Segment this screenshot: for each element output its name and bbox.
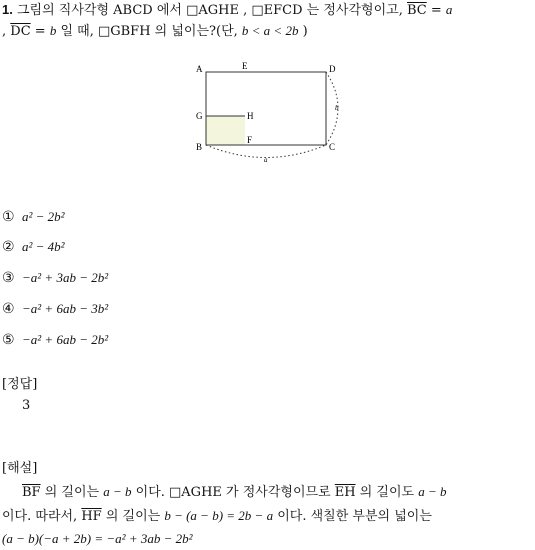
choice-2-number: ②	[2, 239, 15, 255]
equals-sign-2: =	[30, 24, 50, 39]
shaded-region-gbfh	[206, 116, 245, 145]
label-side-a: a	[264, 156, 268, 164]
question-line-1	[2, 1, 452, 20]
sol-text-2b: 의 길이는	[101, 509, 165, 524]
sol-math-1: a − b	[103, 484, 132, 499]
label-a: A	[196, 64, 203, 74]
question-line-2	[2, 22, 308, 41]
sol-text-1a: 의 길이는	[40, 485, 104, 500]
choice-3[interactable]	[2, 269, 108, 288]
choice-3-text: −a² + 3ab − 2b²	[22, 270, 109, 285]
solution-line-3: (a − b)(−a + 2b) = −a² + 3ab − 2b²	[2, 531, 193, 546]
choice-5[interactable]	[2, 331, 108, 350]
condition: b < a < 2b	[241, 23, 299, 38]
segment-dc: $\overline{DC}$	[10, 24, 31, 39]
question-number: 1.	[2, 2, 13, 17]
choice-5-number: ⑤	[2, 332, 15, 348]
segment-bc: $\overline{BC}$	[406, 3, 427, 18]
choice-4-text: −a² + 6ab − 3b²	[22, 301, 109, 316]
sol-math-1b: a − b	[418, 484, 447, 499]
choice-5-text: −a² + 6ab − 2b²	[22, 332, 109, 347]
label-c: C	[329, 142, 336, 152]
sol-text-2a: 이다. 따라서,	[2, 509, 82, 524]
choice-3-number: ③	[2, 270, 15, 286]
choice-1[interactable]	[2, 208, 65, 227]
close-paren: )	[298, 24, 308, 39]
answer-title: [정답]	[2, 377, 38, 392]
segment-eh: $\overline{EH}$	[334, 485, 356, 500]
choice-1-text: a² − 2b²	[22, 209, 65, 224]
var-b: b	[49, 23, 57, 38]
label-side-b: b	[335, 104, 339, 112]
rectangle-figure	[190, 58, 355, 166]
choice-2-text: a² − 4b²	[22, 239, 65, 254]
segment-bf: $\overline{BF}$	[22, 485, 41, 500]
label-e: E	[242, 61, 248, 71]
choice-4[interactable]	[2, 300, 108, 319]
segment-hf: $\overline{HF}$	[81, 509, 102, 524]
sol-text-1b: 이다. □AGHE 가 정사각형이므로	[131, 485, 335, 500]
comma: ,	[2, 24, 11, 39]
answer-value: 3	[22, 398, 31, 413]
label-g: G	[196, 111, 203, 121]
question-text-1: 그림의 직사각형 ABCD 에서 □AGHE , □EFCD 는 정사각형이고,	[16, 3, 407, 18]
label-b: B	[196, 142, 203, 152]
equals-sign: =	[426, 3, 446, 18]
solution-line-1	[22, 481, 447, 504]
sol-text-2c: 이다. 색칠한 부분의 넓이는	[273, 509, 432, 524]
label-h: H	[247, 111, 254, 121]
sol-text-1c: 의 길이도	[355, 485, 419, 500]
solution-title: [해설]	[2, 461, 38, 476]
choice-4-number: ④	[2, 301, 15, 317]
solution-line-2	[2, 505, 432, 528]
choice-2[interactable]	[2, 238, 65, 257]
label-f: F	[247, 135, 253, 145]
choice-1-number: ①	[2, 209, 15, 225]
question-text-2: 일 때, □GBFH 의 넓이는?(단,	[56, 24, 242, 39]
sol-math-2: b − (a − b) = 2b − a	[164, 508, 274, 523]
var-a: a	[445, 2, 453, 17]
label-d: D	[329, 64, 336, 74]
